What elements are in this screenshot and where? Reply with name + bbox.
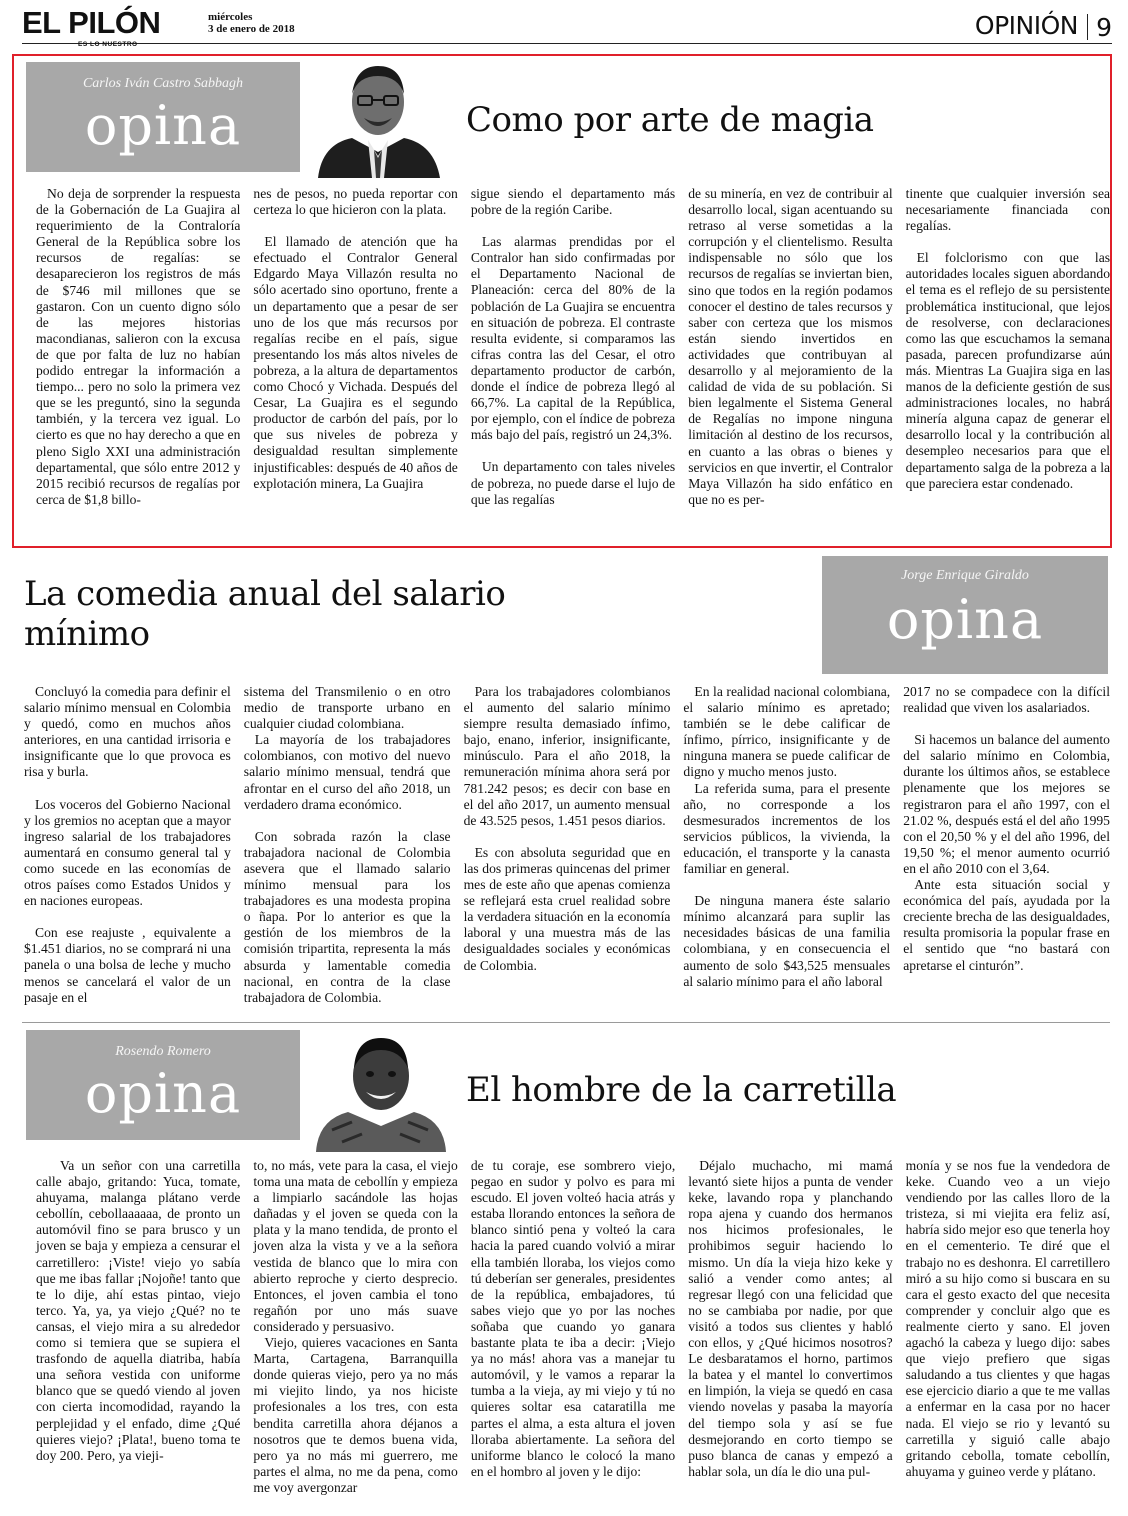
page-number: 9 [1087,14,1112,40]
article-1-author: Carlos Iván Castro Sabbagh [82,76,244,91]
issue-date-text: 3 de enero de 2018 [208,23,295,35]
newspaper-logo: EL PILÓN [22,5,161,40]
paragraph: No deja de sorprender la respuesta de la Gobernación de La Guajira al requerimiento de la Contraloría General de la República sobre los recursos de regalías: se desaparecieron los registros de más de $746 mil millones que se gastaron. Con un cuento digno sólo de las mejores historias macondianas, salieron con la excusa de que por falta de luz no habían podido entregar la información a tiempo... pero no solo la primera vez que se les preguntó, sino la segunda también, y la tercera vez igual. Lo cierto es que no hay derecho a que en pleno Siglo XXI una administración departamental, que sólo entre 2012 y 2015 recibió recursos de regalías por cerca de $1,8 billo- [36,186,241,507]
article-1-opina-badge: opina [84,94,242,157]
opinion-banner-2 [822,556,1108,674]
article-1-headline: Como por arte de magia [466,100,874,140]
newspaper-tagline: ES LO NUESTRO [78,41,138,48]
article-2-opina-badge: opina [886,588,1044,651]
paragraph: de su minería, en vez de contribuir al desarrollo local, sigan acentuando su retraso al verse sometidas a la corrupción y el clientelismo. Resulta indispensable no sólo que los recursos de regalías se inviertan bien, sino que todos en la región podamos conocer el destino de tales recursos y saber con certeza que los mismos están siendo invertidos en actividades que contribuyan al desarrollo y al mejoramiento de la calidad de vida de su población. Si bien legalmente el Sistema General de Regalías no impone ninguna limitación al destino de los recursos, en cuanto a las obras o bienes y servicios en que invertir, el Contralor Maya Villazón ha sido enfático en que no es per- [688,186,893,507]
paragraph: Ante esta situación social y económica del país, ayudada por la creciente brecha de las desigualdades, resulta promisoria la popular frase en el sentido que “no bastará con apretarse el cinturón”. [903,877,1110,973]
paragraph: sistema del Transmilenio o en otro medio de transporte urbano en cualquier ciudad colombiana. [243,684,451,732]
paragraph: Si hacemos un balance del aumento del salario mínimo en Colombia, durante los últimos años, se establece plenamente que los mejores se registraron para el año 1997, con el 21.02 %, después está el del año 1995 con el 20,50 % y el del año 1996, del 19,50 %; el menor aumento ocurrió en el año 2010 con el 3,64. [903,732,1110,876]
issue-weekday: miércoles [208,11,253,23]
article-2-headline: La comedia anual del salario mínimo [24,574,506,654]
opinion-banner-3 [26,1030,300,1140]
paragraph: El llamado de atención que ha efectuado el Contralor General Edgardo Maya Villazón resulta no sólo acertado sino oportuno, frente a un departamento que a pesar de ser uno de los que más recursos por regalías recibe en el país, sigue presentando los más altos niveles de pobreza, a la altura de departamentos como Chocó y Vichada. Después del Cesar, La Guajira es el segundo productor de carbón del país, por lo que sus niveles de pobreza y desigualdad resultan simplemente injustificables: después de 40 años de explotación minera, La Guajira [253,234,458,491]
article-1-column-1 [22,186,240,540]
issue-date [208,11,295,35]
paragraph: to, no más, vete para la casa, el viejo toma una mata de cebollín y empieza a limpiarlo sacándole las hojas dañadas y el joven se queda con la plata y la mano tendida, de pronto el joven alza la vista y ve a la señora vestida de blanco que lo mira con abierto reproche y cierto desprecio. Entonces, el joven cambia el tono regañón por uno más suave considerado y persuasivo. [253,1158,458,1334]
article-3-column-4 [688,1158,892,1508]
article-3-column-1 [22,1158,240,1508]
article-2-body [24,684,1110,1018]
article-1-column-4 [688,186,892,540]
section-divider [22,1022,1110,1023]
paragraph: Viejo, quieres vacaciones en Santa Marta, Cartagena, Barranquilla donde quieras viejo, pero ya no más mi viejito lindo, ya nos hiciste profesionales a los tres, con esta bendita carretilla ahora déjanos a nosotros que te demos buena vida, pero ya no más mi guerrero, me partes el alma, no me da pena, como me voy avergonzar [253,1335,458,1495]
article-3-column-5 [906,1158,1110,1508]
article-1-author-photo [312,60,444,178]
article-1-column-2 [253,186,457,540]
article-2-author: Jorge Enrique Giraldo [901,568,1029,583]
article-1-column-5 [906,186,1110,540]
paragraph: La referida suma, para el presente año, no corresponde a los desmesurados incrementos de los servicios públicos, la vivienda, la educación, el transporte y la canasta familiar en general. [683,780,891,877]
article-3-headline: El hombre de la carretilla [466,1070,897,1110]
article-3-opina-badge: opina [84,1062,242,1125]
paragraph: En la realidad nacional colombiana, el salario mínimo es apretado; también se le debe calificar de ínfimo, pírrico, insignificante y de ninguna manera se puede calificar de digno y mucho menos justo. [683,684,891,780]
paragraph: nes de pesos, no pueda reportar con certeza lo que hicieron con la plata. [253,186,458,218]
section-name: OPINIÓN [974,11,1078,40]
article-1-body [22,186,1110,540]
paragraph: Los voceros del Gobierno Nacional y los gremios no aceptan que a mayor ingreso salarial de los trabajadores aumentará en consumo general tal y como sucede en las economías de otros países como Estados Unidos y en naciones europeas. [24,796,231,909]
article-2-column-2 [244,684,451,1018]
article-2-column-4 [683,684,890,1018]
paragraph: 2017 no se compadece con la difícil realidad que viven los asalariados. [903,684,1110,716]
paragraph: El folclorismo con que las autoridades locales siguen abordando el tema es el reflejo de su persistente problemática institucional, que lejos de resolverse, con declaraciones como las que escuchamos la semana pasada, parecen profundizarse aún más. Mientras La Guajira siga en las manos de la deficiente gestión de sus administraciones locales, no habrá minería alguna capaz de generar el desarrollo local y la contribución al desempleo necesarios para que el departamento salga de la pobreza a la que pareciera estar condenado. [905,250,1111,491]
article-3-author: Rosendo Romero [115,1044,211,1059]
paragraph: Déjalo muchacho, mi mamá levantó siete hijos a punta de vender keke, lavando ropa y planchando ropa ajena y cuando dos hermanos nos hicimos profesionales, le prohibimos seguir haciendo lo mismo. Un día la vieja hizo keke y salió a vender como antes; al regresar llegó con una felicidad que no se cambiaba por nadie, por que visitó a todos sus clientes y habló con ellos, y ¿Qué hicimos nosotros? Le desbaratamos el horno, partimos la batea y el mantel lo convertimos en limpión, la vieja se quedó en casa viendo novelas y pasaba la mayoría del tiempo sola y así se fue desmejorando en corto tiempo se puso blanca de canas y empezó a hablar sola, un día le dio una pul- [688,1158,893,1479]
masthead [22,5,1112,48]
paragraph: De ninguna manera éste salario mínimo alcanzará para suplir las necesidades básicas de una familia colombiana, y en consecuencia el aumento de solo $43,525 mensuales al salario mínimo para el año laboral [683,893,891,989]
paragraph: Un departamento con tales niveles de pobreza, no puede darse el lujo de que las regalías [470,459,676,507]
paragraph: Con ese reajuste , equivalente a $1.451 diarios, no se comprará ni una panela o una bolsa de leche y mucho menos se cancelará el valor de un pasaje en el [24,925,231,1005]
paragraph: Es con absoluta seguridad que en las dos primeras quincenas del primer mes de este año que apenas comienza se reflejará esta cruel realidad sobre la verdadera situación en la economía laboral y una muestra más de las desigualdades sociales y económicas de Colombia. [463,844,671,973]
paragraph: sigue siendo el departamento más pobre de la región Caribe. [470,186,676,218]
paragraph: Va un señor con una carretilla calle abajo, gritando: Yuca, tomate, ahuyama, malanga plátano verde cebollín, cebollaaaaaa, de pronto un automóvil fino se para brusco y un joven se baja y empieza a censurar el carretillero: ¡Viste! viejo yo sabía que me ibas fallar ¡Nojoñe! tanto que te lo dije, ahí estas pintao, viejo terco. Ya, ya, ya viejo ¿Qué? no te cansas, el viejo mira a su alrededor como si temiera que se supiera el trasfondo de aquella diatriba, había una señora vestida con uniforme blanco que se quedó viendo al joven con cierta incomodidad, rayando la perplejidad y el enfado, dime ¿Qué quieres viejo? ¡Plata!, bueno toma te doy 200. Pero, ya vieji- [36,1158,241,1463]
article-3-author-photo [312,1030,450,1152]
article-2-column-5 [903,684,1110,1018]
paragraph: Las alarmas prendidas por el Contralor han sido confirmadas por el Departamento Nacional de Planeación: cerca del 80% de la población de La Guajira se encuentra en situación de pobreza. El contraste resulta evidente, si comparamos las cifras contra las del Cesar, el otro departamento productor de carbón, donde el índice de pobreza llegó al 66,7%. La capital de la República, por ejemplo, con el índice de pobreza más bajo del país, registró un 24,3%. [470,234,676,443]
paragraph: La mayoría de los trabajadores colombianos, con motivo del nuevo salario mínimo mensual, tendrá que afrontar en el curso del año 2018, un verdadero drama económico. [243,732,451,812]
author-portrait-icon [312,1030,450,1152]
paragraph: de tu coraje, ese sombrero viejo, pegao en sudor y polvo es para mi escudo. El joven volteó hacia atrás y estaba llorando entonces la señora de blanco sintió pena y volteó la cara hacia la pared cuando volvió a mirar ella también lloraba, los viejos como tú deberían ser generales, presidentes de la república, embajadores, tú sabes viejo que yo por las noches soñaba que cuando yo ganara bastante plata te iba a decir: ¡Viejo ya no más! ahora vas a manejar tu automóvil, y le vamos a reparar la tumba a la vieja, ay mi viejo y tú no quieres soltar esa cataratilla me partes el alma, a esta altura el joven lloraba abiertamente. La señora del uniforme blanco le colocó la mano en el hombro al joven y le dijo: [470,1158,676,1479]
paragraph: Para los trabajadores colombianos el aumento del salario mínimo siempre resulta demasiado ínfimo, bajo, enano, inferior, insignificante, minúsculo. Para el año 2018, la remuneración mínima ahora será por 781.242 pesos; es decir con base en el del año 2017, un aumento mensual de 43.525 pesos, 1.451 pesos diarios. [463,684,671,828]
article-3-body [22,1158,1110,1508]
paragraph: tinente que cualquier inversión sea necesariamente financiada con regalías. [905,186,1111,234]
article-2-column-3 [464,684,671,1018]
article-2-column-1 [24,684,231,1018]
article-3-column-3 [471,1158,675,1508]
article-1-column-3 [471,186,675,540]
opinion-banner-1 [26,62,300,172]
paragraph: Concluyó la comedia para definir el salario mínimo mensual en Colombia y quedó, como en muchos años anteriores, en una cantidad irrisoria e insignificante que lo que provoca es risa y burla. [24,684,231,780]
article-3-column-2 [253,1158,457,1508]
paragraph: monía y se nos fue la vendedora de keke. Cuando veo a un viejo vendiendo por las calles lloro de la tristeza, si mi viejita era feliz así, habría sido mejor eso que tenerla hoy en el cementerio. Te diré que el trabajo no es deshonra. El carretillero miró a su hijo como si buscara en su cara el gesto exacto del que necesita comprender y concluir algo que es realmente cierto y sano. El joven agachó la cabeza y luego dijo: sabes que viejo prefiero que sigas saludando a tus clientes y que hagas ese ejercicio diario a que te me vallas a enfermar en la casa por no hacer nada. El viejo se rio y levantó su carretilla y siguió calle abajo gritando cebolla, tomate cebollín, ahuyama y guineo verde y plátano. [905,1158,1111,1479]
paragraph: Con sobrada razón la clase trabajadora nacional de Colombia asevera que el llamado salario mínimo mensual para los trabajadores es una modesta propina o ñapa. Por lo anterior es que la gestión de los miembros de la comisión tripartita, representa la más absurda y lamentable comedia nacional, en contra de la clase trabajadora de Colombia. [243,828,451,1005]
author-portrait-icon [312,60,444,178]
